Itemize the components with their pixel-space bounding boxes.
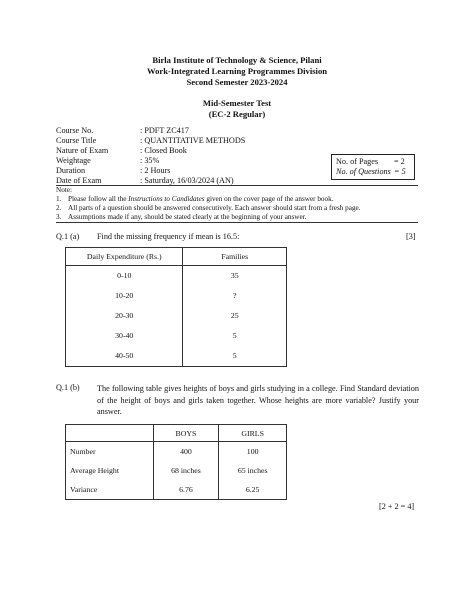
table-cell: 6.76 (153, 480, 219, 500)
frequency-table (65, 247, 287, 367)
institute-name: Birla Institute of Technology & Science, Pilani (152, 55, 322, 65)
questions-label: No. of Questions (336, 167, 391, 176)
table-cell: 5 (183, 346, 287, 367)
table-cell: 400 (153, 442, 219, 461)
column-header: BOYS (153, 425, 219, 442)
info-label: Duration (56, 166, 86, 175)
table-row (66, 266, 287, 286)
question-marks: [3] (406, 232, 416, 241)
note-1 (56, 195, 334, 204)
table-cell: 6.25 (219, 480, 287, 500)
table-cell: ? (183, 286, 287, 306)
table-cell: 100 (219, 442, 287, 461)
pages-label: No. of Pages (336, 157, 379, 166)
note-number: 1. (56, 195, 62, 203)
table-row (66, 442, 287, 461)
question-number: Q.1 (a) (56, 232, 80, 241)
info-value: : Saturday, 16/03/2024 (AN) (140, 176, 234, 185)
info-value: : Closed Book (140, 146, 187, 155)
semester-label: Second Semester 2023-2024 (186, 77, 288, 87)
table-cell: 35 (183, 266, 287, 286)
divider (56, 222, 418, 223)
question-number: Q.1 (b) (56, 383, 80, 392)
info-label: Weightage (56, 156, 91, 165)
note-number: 2. (56, 204, 62, 212)
table-row (66, 461, 287, 480)
question-text: Find the missing frequency if mean is 16.5: (97, 232, 240, 241)
info-label: Date of Exam (56, 176, 102, 185)
table-cell: 65 inches (219, 461, 287, 480)
column-header (66, 425, 154, 442)
table-row (66, 286, 287, 306)
table-cell: 0-10 (66, 266, 183, 286)
table-header-row (66, 425, 287, 442)
table-row (66, 306, 287, 326)
table-cell: 68 inches (153, 461, 219, 480)
table-cell: 20-30 (66, 306, 183, 326)
table-cell: 10-20 (66, 286, 183, 306)
table-cell: 40-50 (66, 346, 183, 367)
row-label: Variance (66, 480, 154, 500)
questions-value: = 5 (394, 167, 406, 176)
note-number: 3. (56, 213, 62, 221)
table-cell: 5 (183, 326, 287, 346)
question-marks: [2 + 2 = 4] (379, 502, 415, 511)
note-text: All parts of a question should be answered consecutively. Each answer should start from a fresh page. (68, 204, 361, 212)
row-label: Number (66, 442, 154, 461)
test-title: Mid-Semester Test (202, 98, 272, 108)
column-header: Daily Expenditure (Rs.) (66, 248, 183, 266)
table-row (66, 346, 287, 367)
info-value: : 35% (140, 156, 160, 165)
table-cell: 30-40 (66, 326, 183, 346)
notes-title: Note: (56, 186, 72, 194)
question-text: The following table gives heights of boys and girls studying in a college. Find Standard deviation of the height of boys and girls taken together. Whose heights are more variable? Justify your answer. (97, 384, 419, 417)
table-row (66, 326, 287, 346)
column-header: GIRLS (219, 425, 287, 442)
note-emphasis: Instructions to Candidates (128, 195, 205, 203)
note-3 (56, 213, 307, 222)
test-type: (EC-2 Regular) (208, 109, 266, 119)
table-header-row (66, 248, 287, 266)
note-text: given on the cover page of the answer book. (204, 195, 334, 203)
divider (56, 185, 418, 186)
table-cell: 25 (183, 306, 287, 326)
info-value: : QUANTITATIVE METHODS (140, 136, 246, 145)
note-text: Assumptions made if any, should be stated clearly at the beginning of your answer. (68, 213, 307, 221)
info-value: : 2 Hours (140, 166, 171, 175)
info-label: Course Title (56, 136, 97, 145)
info-label: Course No. (56, 126, 94, 135)
info-value: : PDFT ZC417 (140, 126, 189, 135)
table-row (66, 480, 287, 500)
info-label: Nature of Exam (56, 146, 109, 155)
division-name: Work-Integrated Learning Programmes Division (146, 66, 328, 76)
pages-value: = 2 (394, 157, 405, 166)
heights-table (65, 424, 287, 500)
row-label: Average Height (66, 461, 154, 480)
column-header: Families (183, 248, 287, 266)
note-2 (56, 204, 361, 213)
note-text: Please follow all the (68, 195, 129, 203)
pages-questions-box (331, 154, 415, 180)
